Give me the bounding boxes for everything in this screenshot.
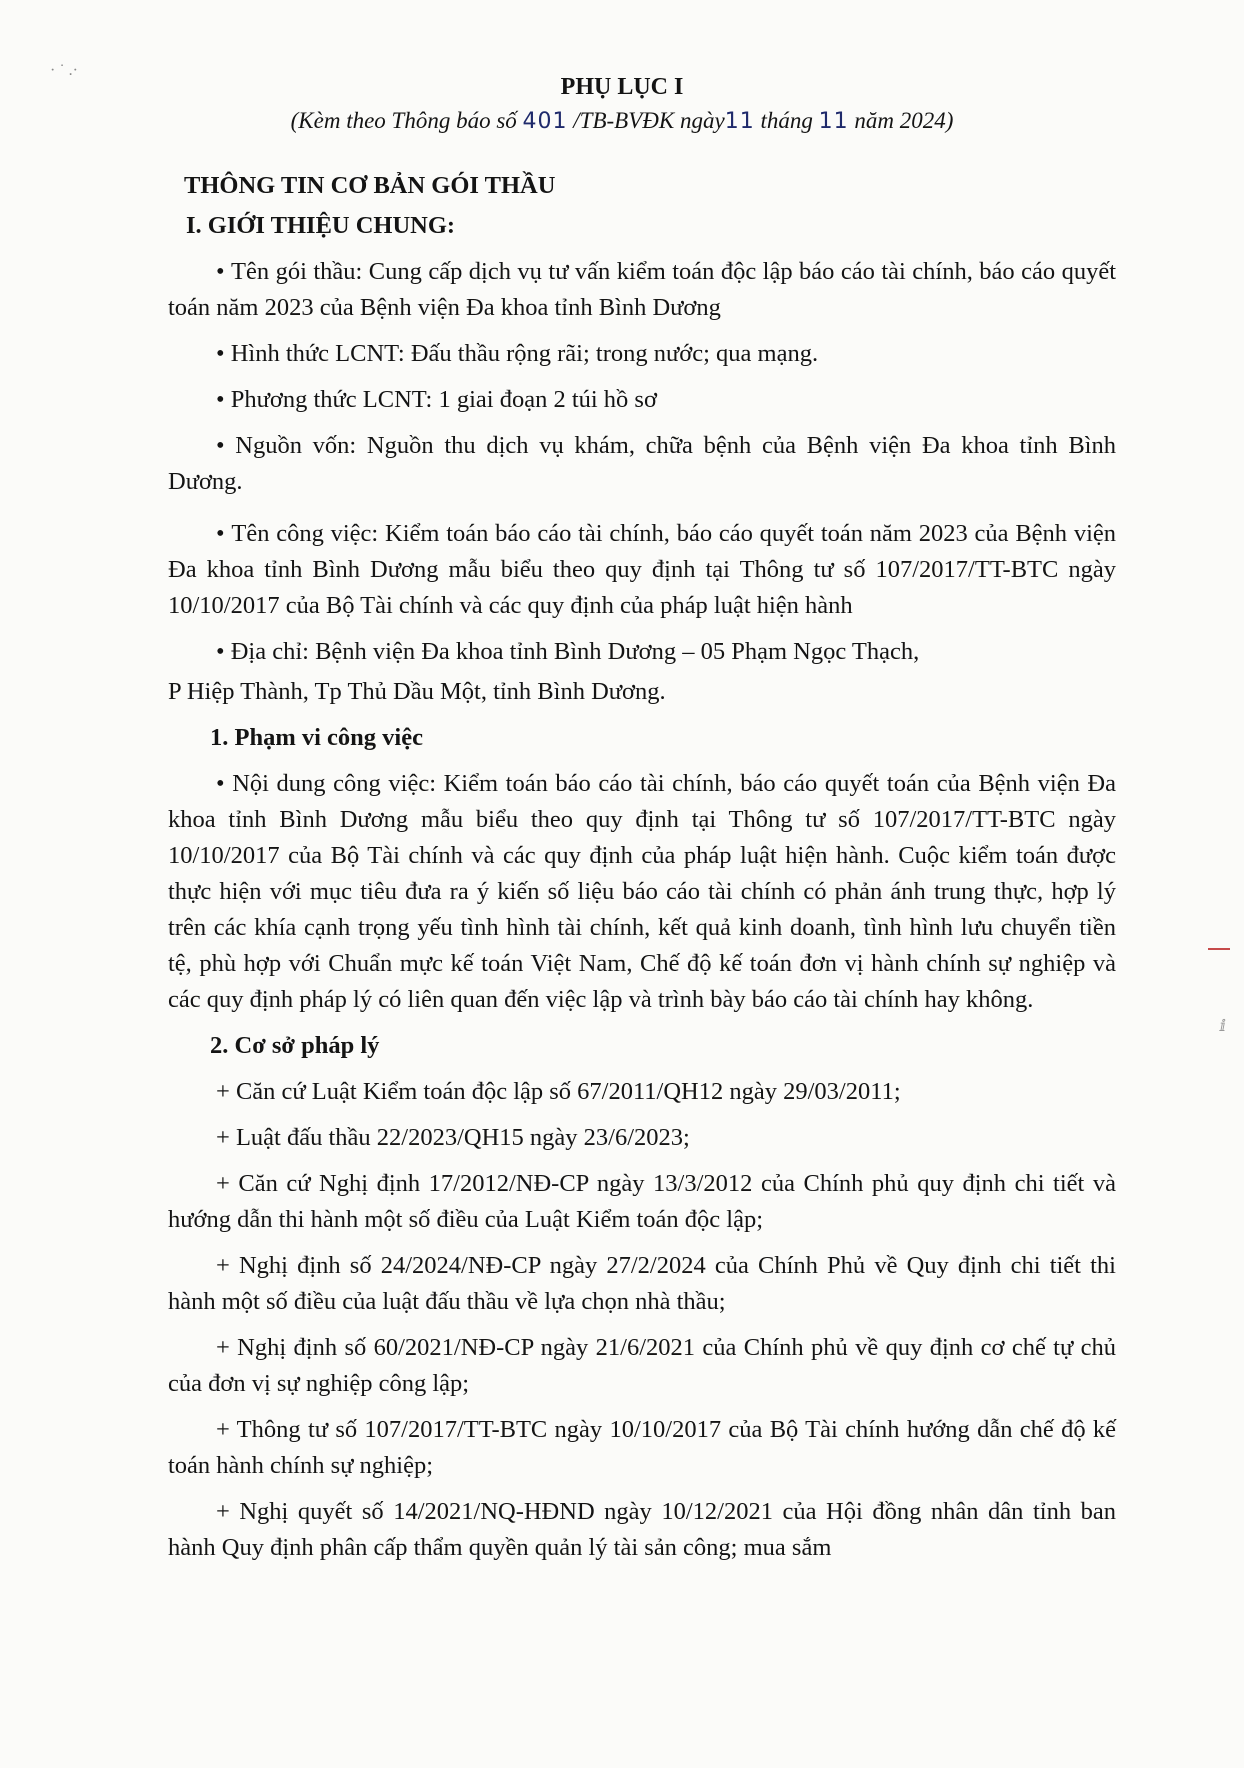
appendix-subtitle [0,108,1244,134]
bullet-funding-source: • Nguồn vốn: Nguồn thu dịch vụ khám, chữa bệnh của Bệnh viện Đa khoa tỉnh Bình Dương. [168,428,1116,500]
handwritten-month: 11 [818,109,849,134]
subsection-2-title: 2. Cơ sở pháp lý [210,1032,380,1059]
subtitle-mid-2: tháng [754,108,819,133]
appendix-title: PHỤ LỤC I [560,74,684,100]
margin-scribble: ⅈ [1219,1018,1226,1035]
handwritten-day: 11 [724,109,755,134]
main-title: THÔNG TIN CƠ BẢN GÓI THẦU [184,172,556,199]
bullet-address-line-1: • Địa chỉ: Bệnh viện Đa khoa tỉnh Bình Dương – 05 Phạm Ngọc Thạch, [168,634,1116,670]
margin-pen-mark [1208,948,1230,950]
subtitle-prefix: (Kèm theo Thông báo số [290,108,523,133]
bullet-selection-method: • Phương thức LCNT: 1 giai đoạn 2 túi hồ sơ [168,382,1116,418]
subsection-1-title: 1. Phạm vi công việc [210,724,423,751]
legal-basis-item: + Nghị định số 24/2024/NĐ-CP ngày 27/2/2024 của Chính Phủ về Quy định chi tiết thi hành một số điều của luật đấu thầu về lựa chọn nhà thầu; [168,1252,1116,1315]
legal-basis-item: + Căn cứ Nghị định 17/2012/NĐ-CP ngày 13/3/2012 của Chính phủ quy định chi tiết và hướng dẫn thi hành một số điều của Luật Kiểm toán độc lập; [168,1170,1116,1233]
scan-speck-marks: · ˙ .· [50,62,78,79]
subtitle-suffix: năm 2024) [848,108,954,133]
address-line-2: P Hiệp Thành, Tp Thủ Dầu Một, tỉnh Bình Dương. [168,678,666,705]
document-body [168,168,1116,1576]
subtitle-mid-1: /TB-BVĐK ngày [567,108,725,133]
handwritten-notice-number: 401 [522,109,568,134]
bullet-selection-form: • Hình thức LCNT: Đấu thầu rộng rãi; trong nước; qua mạng. [168,336,1116,372]
legal-basis-item: + Nghị quyết số 14/2021/NQ-HĐND ngày 10/12/2021 của Hội đồng nhân dân tỉnh ban hành Quy định phân cấp thẩm quyền quản lý tài sản công; mua sắm [168,1498,1116,1561]
bullet-package-name: • Tên gói thầu: Cung cấp dịch vụ tư vấn kiểm toán độc lập báo cáo tài chính, báo cáo quyết toán năm 2023 của Bệnh viện Đa khoa tỉnh Bình Dương [168,254,1116,326]
legal-basis-item: + Nghị định số 60/2021/NĐ-CP ngày 21/6/2021 của Chính phủ về quy định cơ chế tự chủ của đơn vị sự nghiệp công lập; [168,1334,1116,1397]
work-scope-paragraph: • Nội dung công việc: Kiểm toán báo cáo tài chính, báo cáo quyết toán của Bệnh viện Đa khoa tỉnh Bình Dương mẫu biểu theo quy định tại Thông tư số 107/2017/TT-BTC ngày 10/10/2017 của Bộ Tài chính và các quy định của pháp luật hiện hành. Cuộc kiểm toán được thực hiện với mục tiêu đưa ra ý kiến số liệu báo cáo tài chính có phản ánh trung thực, hợp lý trên các khía cạnh trọng yếu tình hình tài chính, kết quả kinh doanh, tình hình lưu chuyển tiền tệ, phù hợp với Chuẩn mực kế toán Việt Nam, Chế độ kế toán đơn vị hành chính sự nghiệp và các quy định pháp lý có liên quan đến việc lập và trình bày báo cáo tài chính hay không. [168,766,1116,1018]
legal-basis-item: + Thông tư số 107/2017/TT-BTC ngày 10/10/2017 của Bộ Tài chính hướng dẫn chế độ kế toán hành chính sự nghiệp; [168,1416,1116,1479]
section-1-title: I. GIỚI THIỆU CHUNG: [186,212,456,239]
legal-basis-item: + Luật đấu thầu 22/2023/QH15 ngày 23/6/2023; [216,1124,690,1151]
legal-basis-item: + Căn cứ Luật Kiểm toán độc lập số 67/2011/QH12 ngày 29/03/2011; [216,1078,901,1105]
bullet-work-name: • Tên công việc: Kiểm toán báo cáo tài chính, báo cáo quyết toán năm 2023 của Bệnh viện Đa khoa tỉnh Bình Dương mẫu biểu theo quy định tại Thông tư số 107/2017/TT-BTC ngày 10/10/2017 của Bộ Tài chính và các quy định của pháp luật hiện hành [168,516,1116,624]
